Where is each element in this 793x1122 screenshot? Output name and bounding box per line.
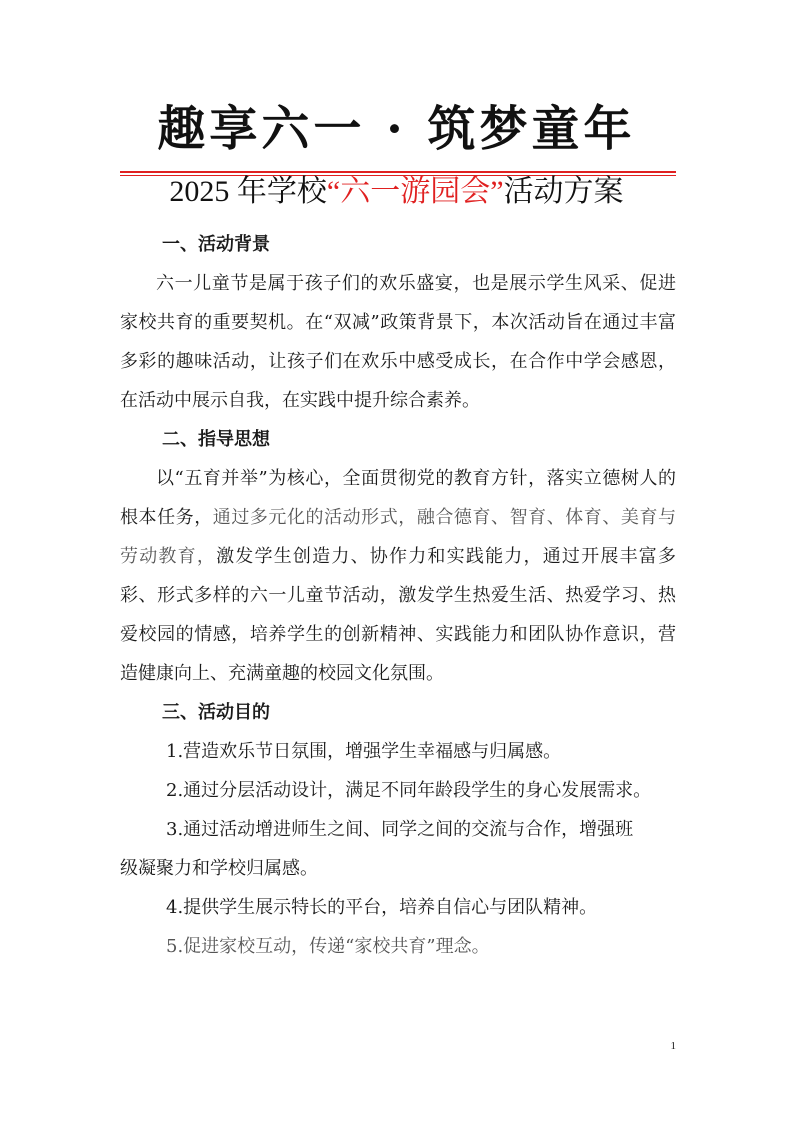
goal-item-5: 5.促进家校互动，传递“家校共育”理念。 [166, 936, 490, 957]
subtitle-prefix: 2025 年学校 [169, 175, 327, 208]
goal-item-4: 4.提供学生展示特长的平台，培养自信心与团队精神。 [166, 897, 598, 918]
page-number: 1 [670, 1040, 676, 1052]
subtitle-highlight: “六一游园会” [326, 175, 504, 208]
document-body [120, 225, 676, 966]
section-heading-goals: 三、活动目的 [162, 702, 270, 722]
section-paragraph-background: 六一儿童节是属于孩子们的欢乐盛宴，也是展示学生风采、促进家校共育的重要契机。在“双减”政策背景下，本次活动旨在通过丰富多彩的趣味活动，让孩子们在欢乐中感受成长，在合作中学会感恩，在活动中展示自我，在实践中提升综合素养。 [120, 273, 676, 411]
section-heading-background: 一、活动背景 [162, 234, 270, 254]
section-paragraph-guiding [120, 459, 676, 693]
goal-item-1: 1.营造欢乐节日氛围，增强学生幸福感与归属感。 [166, 741, 562, 762]
subtitle-suffix: 活动方案 [503, 175, 624, 208]
guiding-text-b: 通过多元化的活动形式，融合德育、智育、体育、美育与劳动教育， [120, 507, 677, 567]
goal-item-3: 3.通过活动增进师生之间、同学之间的交流与合作，增强班 [166, 819, 634, 840]
document-subtitle [0, 170, 793, 214]
guiding-text-a: 以“五育并举”为核心，全面贯彻党的教育方针，落实立德树人的根本任务， [120, 468, 676, 528]
section-heading-guiding: 二、指导思想 [162, 429, 270, 449]
guiding-text-c: 激发学生创造力、协作力和实践能力，通过开展丰富多彩、形式多样的六一儿童节活动，激发学生热爱生活、热爱学习、热爱校园的情感，培养学生的创新精神、实践能力和团队协作意识，营造健康向上、充满童趣的校园文化氛围。 [120, 546, 677, 684]
goal-item-3-continued: 级凝聚力和学校归属感。 [120, 858, 318, 879]
page-title: 趣享六一 · 筑梦童年 [157, 101, 636, 157]
goal-item-2: 2.通过分层活动设计，满足不同年龄段学生的身心发展需求。 [166, 780, 652, 801]
